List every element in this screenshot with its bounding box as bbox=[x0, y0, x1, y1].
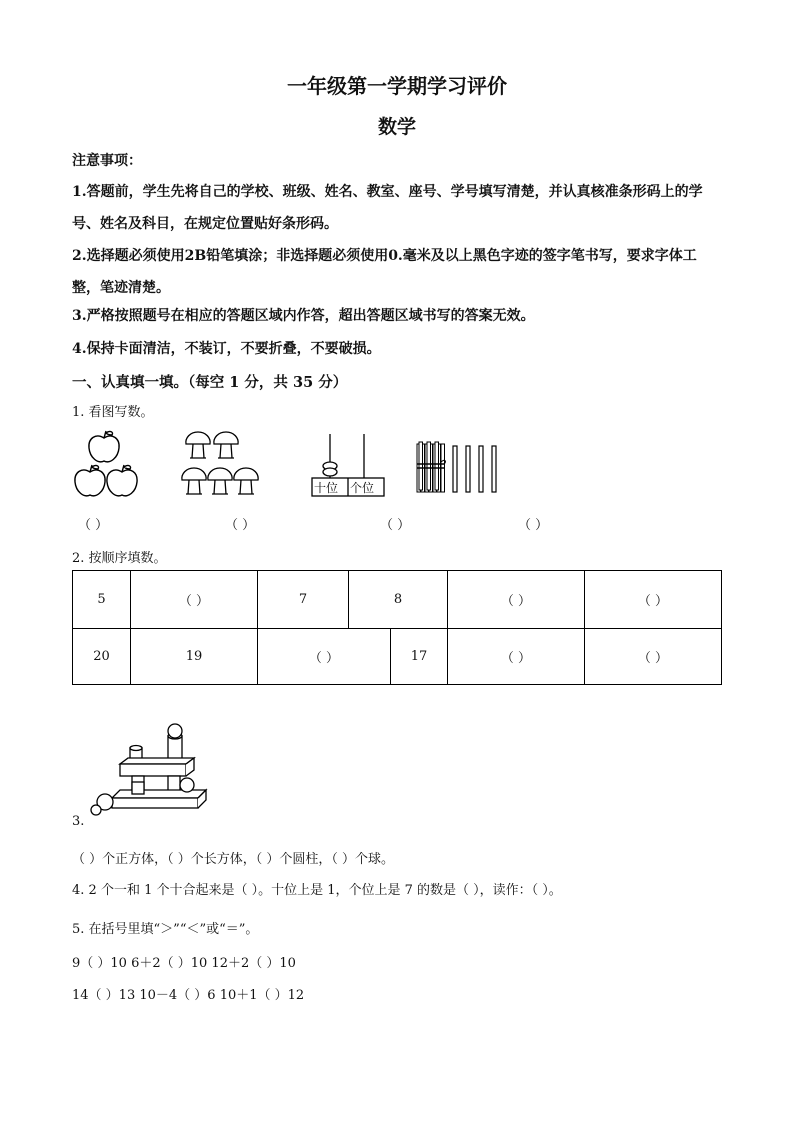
table-cell: 19 bbox=[131, 629, 258, 685]
notice-item: 4.保持卡面清洁，不装订，不要折叠，不要破损。 bbox=[72, 341, 381, 357]
question-1-label: 1. 看图写数。 bbox=[72, 405, 154, 420]
abacus-ones-label: 个位 bbox=[350, 481, 375, 495]
table-cell-blank[interactable]: （ ） bbox=[258, 629, 391, 685]
table-cell-blank[interactable]: （ ） bbox=[448, 571, 585, 629]
table-cell: 8 bbox=[349, 571, 448, 629]
abacus-tens-label: 十位 bbox=[314, 481, 339, 495]
answer-blank[interactable]: （ ） bbox=[225, 518, 256, 533]
table-cell: 5 bbox=[73, 571, 131, 629]
notice-item: 3.严格按照题号在相应的答题区域内作答，超出答题区域书写的答案无效。 bbox=[72, 308, 535, 324]
mushrooms-illustration bbox=[180, 430, 280, 502]
question-5-text: 5. 在括号里填“＞”“＜”或“＝”。 bbox=[72, 922, 259, 937]
answer-blank[interactable]: （ ） bbox=[78, 518, 109, 533]
subject-title: 数学 bbox=[377, 116, 416, 138]
building-blocks-illustration bbox=[90, 722, 212, 818]
question-4-text: 4. 2 个一和 1 个十合起来是（ ）。十位上是 1，个位上是 7 的数是（ ），读作：（ ）。 bbox=[72, 883, 562, 898]
table-cell-blank[interactable]: （ ） bbox=[448, 629, 585, 685]
answer-blank[interactable]: （ ） bbox=[518, 518, 549, 533]
table-cell-blank[interactable]: （ ） bbox=[131, 571, 258, 629]
answer-blank[interactable]: （ ） bbox=[380, 518, 411, 533]
compare-row: 9（ ）10 6＋2（ ）10 12＋2（ ）10 bbox=[72, 956, 296, 971]
compare-row: 14（ ）13 10－4（ ）6 10＋1（ ）12 bbox=[72, 988, 305, 1003]
table-cell: 7 bbox=[258, 571, 349, 629]
apples-illustration bbox=[72, 430, 142, 502]
notice-item: 1.答题前，学生先将自己的学校、班级、姓名、教室、座号、学号填写清楚，并认真核准条形码上的学号、姓名及科目，在规定位置贴好条形码。 bbox=[72, 184, 703, 232]
sequence-table bbox=[72, 570, 722, 685]
notice-item: 2.选择题必须使用2B铅笔填涂；非选择题必须使用0.毫米及以上黑色字迹的签字笔书写，要求字体工整，笔迹清楚。 bbox=[72, 248, 697, 296]
notice-heading: 注意事项： bbox=[72, 153, 142, 169]
question-3-label: 3. bbox=[72, 814, 85, 829]
table-cell-blank[interactable]: （ ） bbox=[585, 629, 722, 685]
table-cell-blank[interactable]: （ ） bbox=[585, 571, 722, 629]
page-title: 一年级第一学期学习评价 bbox=[287, 74, 507, 98]
table-cell: 20 bbox=[73, 629, 131, 685]
counting-sticks-illustration bbox=[415, 440, 505, 496]
table-cell: 17 bbox=[391, 629, 448, 685]
question-2-label: 2. 按顺序填数。 bbox=[72, 551, 167, 566]
section-heading: 一、认真填一填。（每空 1 分，共 35 分） bbox=[72, 374, 348, 391]
question-3-text: （ ）个正方体，（ ）个长方体，（ ）个圆柱，（ ）个球。 bbox=[72, 852, 395, 867]
